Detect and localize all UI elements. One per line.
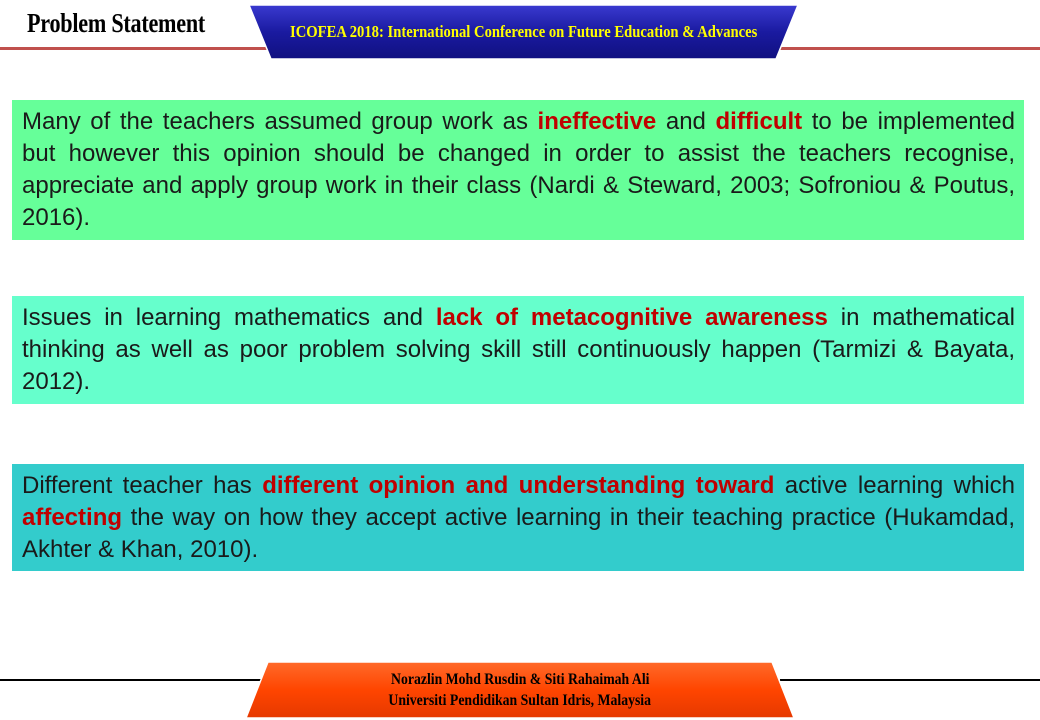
page-title: Problem Statement [27, 8, 206, 38]
footer-divider-left [0, 679, 268, 681]
statement-box-3 [12, 464, 1024, 571]
statement-text: to be implemented but however this opinion should be changed in order to assist the teachers recognise, appreciate and apply group work in their class (Nardi & Steward, 2003; Sofroniou & Poutus, 2016). [22, 108, 1015, 231]
statement-text: Different teacher has [22, 472, 263, 499]
footer-divider-right [780, 679, 1040, 681]
statement-text: active learning which [774, 472, 1016, 499]
statement-box-1 [12, 100, 1024, 240]
highlighted-phrase: different opinion and understanding toward [262, 472, 775, 499]
statement-text: Many of the teachers assumed group work as [22, 108, 538, 135]
highlighted-phrase: difficult [715, 108, 803, 135]
highlighted-phrase: lack of metacognitive awareness [435, 304, 828, 331]
statement-text: the way on how they accept active learning in their teaching practice (Hukamdad, Akhter & Khan, 2010). [22, 504, 1015, 563]
highlighted-phrase: affecting [22, 504, 123, 531]
conference-banner [246, 3, 801, 61]
highlighted-phrase: ineffective [537, 108, 657, 135]
footer-banner [244, 660, 796, 720]
statement-text: in mathematical thinking as well as poor problem solving skill still continuously happen (Tarmizi & Bayata, 2012). [22, 304, 1015, 395]
statement-text: and [656, 108, 716, 135]
statement-box-2 [12, 296, 1024, 404]
conference-title: ICOFEA 2018: International Conference on Future Education & Advances [289, 22, 758, 41]
footer-authors: Norazlin Mohd Rusdin & Siti Rahaimah Ali [390, 671, 650, 688]
footer-institution: Universiti Pendidikan Sultan Idris, Malaysia [388, 692, 652, 709]
statement-text: Issues in learning mathematics and [22, 304, 436, 331]
